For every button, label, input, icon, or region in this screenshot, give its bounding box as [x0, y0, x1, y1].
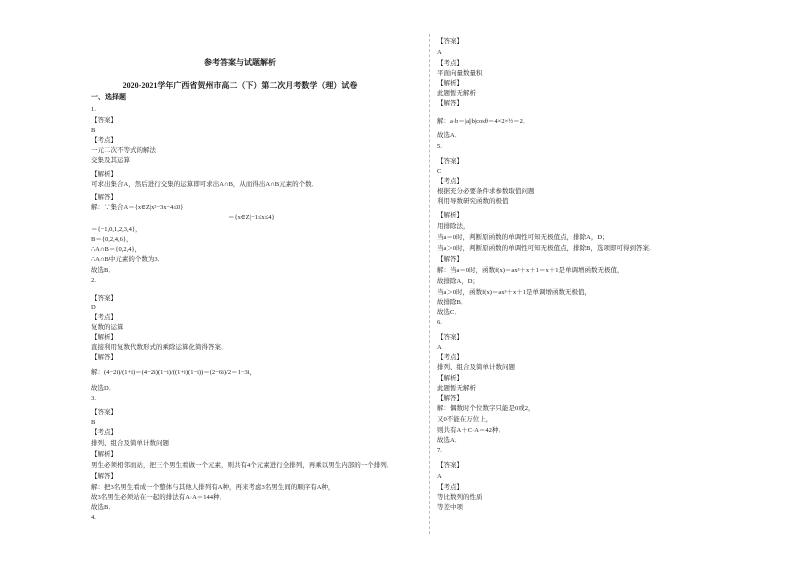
- q5-analysis-2: 当a＝0时，判断原函数的单调性可知无极值点，排除A，D；: [437, 234, 609, 241]
- q6-analysis: 此题暂无解析: [437, 385, 476, 392]
- q7-number: 7.: [437, 447, 442, 454]
- q3-point: 排列、组合及简单计数问题: [91, 440, 169, 447]
- q2-number: 2.: [91, 277, 96, 284]
- q1-solution-4: B＝{0,2,4,6}，: [91, 236, 133, 243]
- q5-solution-1: 解：当a＝0时，函数f(x)＝ax³＋x＋1＝x＋1是单调增函数无极值，: [437, 267, 624, 274]
- q3-analysis-label: 【解析】: [91, 451, 117, 458]
- q1-point-2: 交集及其运算: [91, 157, 130, 164]
- q5-answer-label: 【答案】: [437, 158, 463, 165]
- q5-solution-4: 故排除B．: [437, 299, 468, 306]
- q2-analysis: 直接利用复数代数形式的乘除运算化简得答案．: [91, 344, 228, 351]
- q4-solution-1: 解：a·b＝|a||b|cosθ＝4×2×½＝2．: [437, 118, 530, 125]
- q1-answer: B: [91, 127, 96, 134]
- q6-solution-4: 故选A．: [437, 437, 462, 444]
- q2-solution-1: 解：(4−2i)/(1+i)＝(4−2i)(1−i)/((1+i)(1−i))＝(2−6i)/2＝1−3i，: [91, 369, 257, 376]
- q6-analysis-label: 【解析】: [437, 375, 463, 382]
- q2-solution-2: 故选D．: [91, 385, 116, 392]
- q4-number: 4.: [91, 514, 96, 521]
- q2-answer: D: [91, 304, 96, 311]
- q3-answer: B: [91, 419, 96, 426]
- q2-analysis-label: 【解析】: [91, 334, 117, 341]
- q4-solution-label: 【解答】: [437, 100, 463, 107]
- q5-solution-3: 当a＞0时，函数f(x)＝ax³＋x＋1是单调增函数无极值，: [437, 289, 591, 296]
- q7-answer: A: [437, 473, 442, 480]
- q5-point-2: 利用导数研究函数的极值: [437, 198, 509, 205]
- q5-number: 5.: [437, 143, 442, 150]
- q5-solution-2: 故排除A，D；: [437, 278, 479, 285]
- q6-point: 排列、组合及简单计数问题: [437, 364, 515, 371]
- q1-solution-7: 故选B．: [91, 267, 115, 274]
- q4-answer-label: 【答案】: [437, 38, 463, 45]
- q5-analysis-1: 用排除法，: [437, 223, 470, 230]
- q7-point-1: 等比数列的性质: [437, 494, 483, 501]
- q1-solution-6: ∴A∩B中元素的个数为3．: [91, 256, 165, 263]
- q4-analysis-label: 【解析】: [437, 80, 463, 87]
- q6-point-label: 【考点】: [437, 354, 463, 361]
- q3-analysis: 男生必须相邻而站，把三个男生看做一个元素，则共有4个元素进行全排列，再乘以男生内部的一个排列．: [91, 462, 394, 469]
- q1-point-1: 一元二次不等式的解法: [91, 147, 156, 154]
- q1-solution-label: 【解答】: [91, 194, 117, 201]
- q6-solution-label: 【解答】: [437, 395, 463, 402]
- q5-solution-label: 【解答】: [437, 256, 463, 263]
- q7-answer-label: 【答案】: [437, 462, 463, 469]
- q6-solution-3: 则共有A＋C·A＝42种．: [437, 427, 505, 434]
- q6-solution-1: 解：偶数时个位数字只能是0或2，: [437, 405, 535, 412]
- q4-point-label: 【考点】: [437, 60, 463, 67]
- q1-answer-label: 【答案】: [91, 117, 117, 124]
- document-title: 参考答案与试题解析: [204, 58, 276, 67]
- q6-answer-label: 【答案】: [437, 334, 463, 341]
- q1-point-label: 【考点】: [91, 137, 117, 144]
- q3-point-label: 【考点】: [91, 429, 117, 436]
- q4-answer: A: [437, 49, 442, 56]
- q4-solution-2: 故选A．: [437, 132, 462, 139]
- q2-answer-label: 【答案】: [91, 295, 117, 302]
- q5-point-1: 根据充分必要条件求参数取值问题: [437, 188, 535, 195]
- q4-analysis: 此题暂无解析: [437, 90, 476, 97]
- q6-answer: A: [437, 344, 442, 351]
- q3-number: 3.: [91, 395, 96, 402]
- q6-number: 6.: [437, 319, 442, 326]
- q6-solution-2: 又0不能在万位上，: [437, 416, 493, 423]
- column-divider: [429, 34, 430, 534]
- q7-point-label: 【考点】: [437, 484, 463, 491]
- q3-solution-label: 【解答】: [91, 473, 117, 480]
- q3-solution-2: 故3名男生必须站在一起的排法有A·A＝144种．: [91, 494, 227, 501]
- q1-number: 1.: [91, 106, 96, 113]
- q1-solution-2: ＝{x∈Z|−1≤x≤4}: [228, 214, 275, 221]
- q3-solution-3: 故选B．: [91, 504, 115, 511]
- q2-solution-label: 【解答】: [91, 354, 117, 361]
- q3-solution-1: 解：把3名男生看成一个整体与其他人排列有A种，再来考虑3名男生间的顺序有A种，: [91, 484, 335, 491]
- q5-point-label: 【考点】: [437, 178, 463, 185]
- exam-title: 2020-2021学年广西省贺州市高二（下）第二次月考数学（理）试卷: [122, 81, 358, 90]
- q3-answer-label: 【答案】: [91, 409, 117, 416]
- q1-analysis: 可求出集合A，然后进行交集的运算即可求出A∩B，从而得出A∩B元素的个数．: [91, 181, 319, 188]
- q1-solution-5: ∴A∩B＝{0,2,4}，: [91, 246, 142, 253]
- q1-solution-1: 解：∵集合A＝{x∈Z|x²−3x−4≤0}: [91, 204, 184, 211]
- q1-analysis-label: 【解析】: [91, 171, 117, 178]
- q5-analysis-label: 【解析】: [437, 212, 463, 219]
- q5-analysis-3: 当a＞0时，判断原函数的单调性可知无极值点，排除B，选项即可得到答案．: [437, 245, 656, 252]
- q2-point: 复数的运算: [91, 324, 124, 331]
- q7-point-2: 等差中项: [437, 504, 463, 511]
- q5-solution-5: 故选C．: [437, 309, 461, 316]
- q5-answer: C: [437, 168, 442, 175]
- q4-point: 平面向量数量积: [437, 70, 483, 77]
- q1-solution-3: ＝{−1,0,1,2,3,4}，: [91, 226, 142, 233]
- section-heading: 一、选择题: [91, 93, 126, 101]
- q2-point-label: 【考点】: [91, 314, 117, 321]
